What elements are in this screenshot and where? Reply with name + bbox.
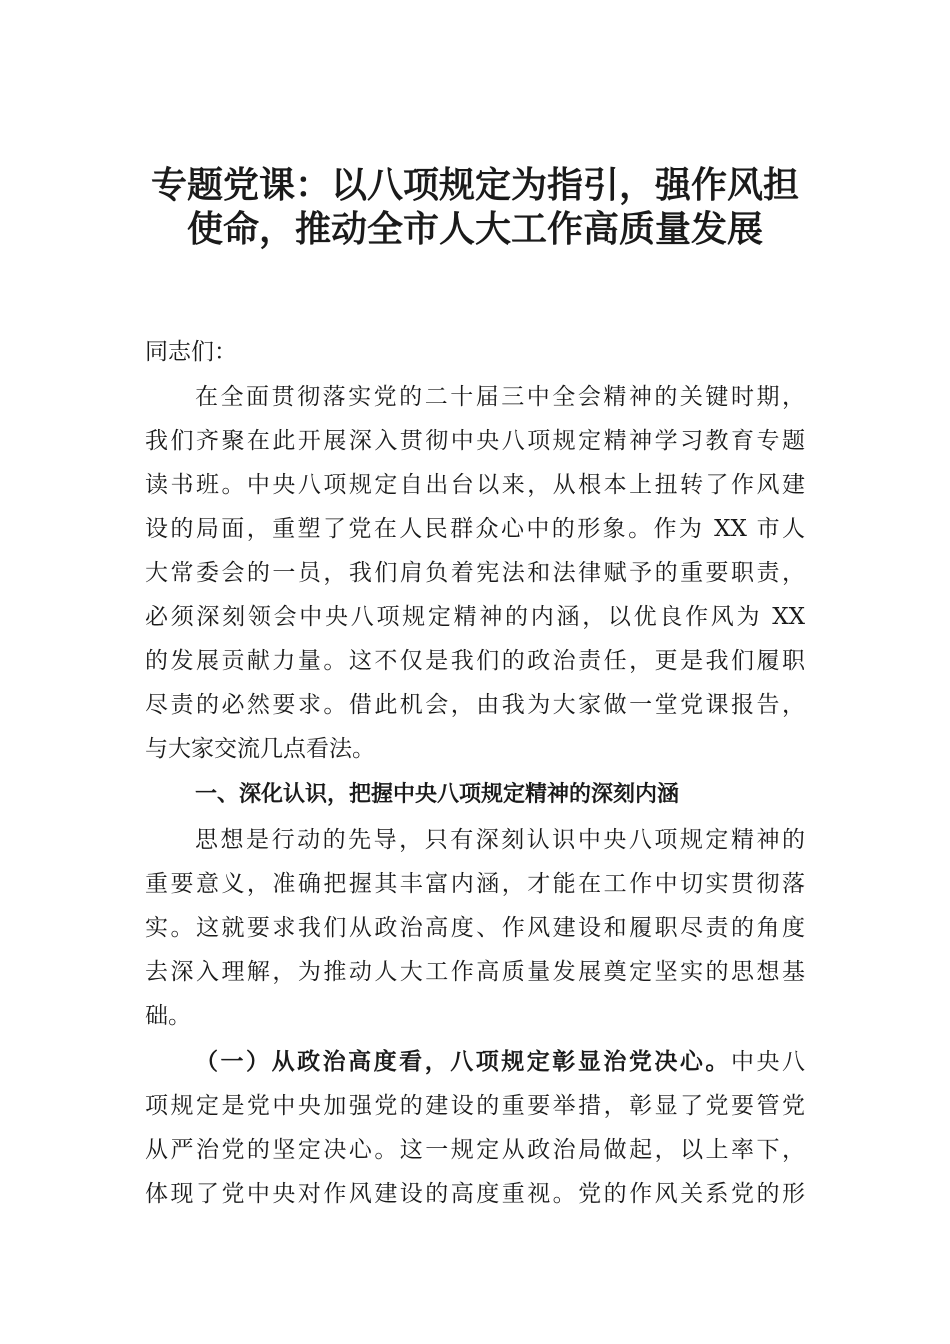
paragraph-1-line: 与大家交流几点看法。 — [145, 736, 375, 762]
paragraph-3-line: 从严治党的坚定决心。这一规定从政治局做起，以上率下， — [145, 1137, 805, 1163]
paragraph-2-line: 思想是行动的先导，只有深刻认识中央八项规定精神的 — [195, 827, 805, 853]
paragraph-1-line: 必须深刻领会中央八项规定精神的内涵，以优良作风为 XX — [145, 604, 805, 630]
paragraph-2-line: 实。这就要求我们从政治高度、作风建设和履职尽责的角度 — [145, 915, 805, 941]
salutation: 同志们： — [145, 339, 237, 365]
paragraph-1-line: 的发展贡献力量。这不仅是我们的政治责任，更是我们履职 — [145, 648, 805, 674]
paragraph-3-first-line — [195, 1045, 805, 1079]
paragraph-1-line: 尽责的必然要求。借此机会，由我为大家做一堂党课报告， — [145, 692, 805, 718]
paragraph-2-line: 础。 — [145, 1003, 191, 1029]
paragraph-1-line: 我们齐聚在此开展深入贯彻中央八项规定精神学习教育专题 — [145, 428, 805, 454]
paragraph-1-line: 大常委会的一员，我们肩负着宪法和法律赋予的重要职责， — [145, 560, 805, 586]
subsection-heading-1: （一）从政治高度看，八项规定彰显治党决心。 — [195, 1048, 731, 1075]
paragraph-3-first-line-rest: 中央八 — [730, 1049, 806, 1075]
paragraph-2-line: 去深入理解，为推动人大工作高质量发展奠定坚实的思想基 — [145, 959, 805, 985]
document-title-line-2: 使命，推动全市人大工作高质量发展 — [186, 208, 763, 250]
paragraph-1-line: 读书班。中央八项规定自出台以来，从根本上扭转了作风建 — [145, 472, 805, 498]
document-body — [145, 0, 805, 1344]
section-heading-1: 一、深化认识，把握中央八项规定精神的深刻内涵 — [195, 782, 680, 807]
paragraph-2-line: 重要意义，准确把握其丰富内涵，才能在工作中切实贯彻落 — [145, 871, 805, 897]
paragraph-3-line: 项规定是党中央加强党的建设的重要举措，彰显了党要管党 — [145, 1093, 805, 1119]
paragraph-3-line: 体现了党中央对作风建设的高度重视。党的作风关系党的形 — [145, 1181, 805, 1207]
document-title-line-1: 专题党课：以八项规定为指引，强作风担 — [150, 164, 799, 206]
paragraph-1-line: 设的局面，重塑了党在人民群众心中的形象。作为 XX 市人 — [145, 516, 805, 542]
paragraph-1-line: 在全面贯彻落实党的二十届三中全会精神的关键时期， — [195, 384, 805, 410]
